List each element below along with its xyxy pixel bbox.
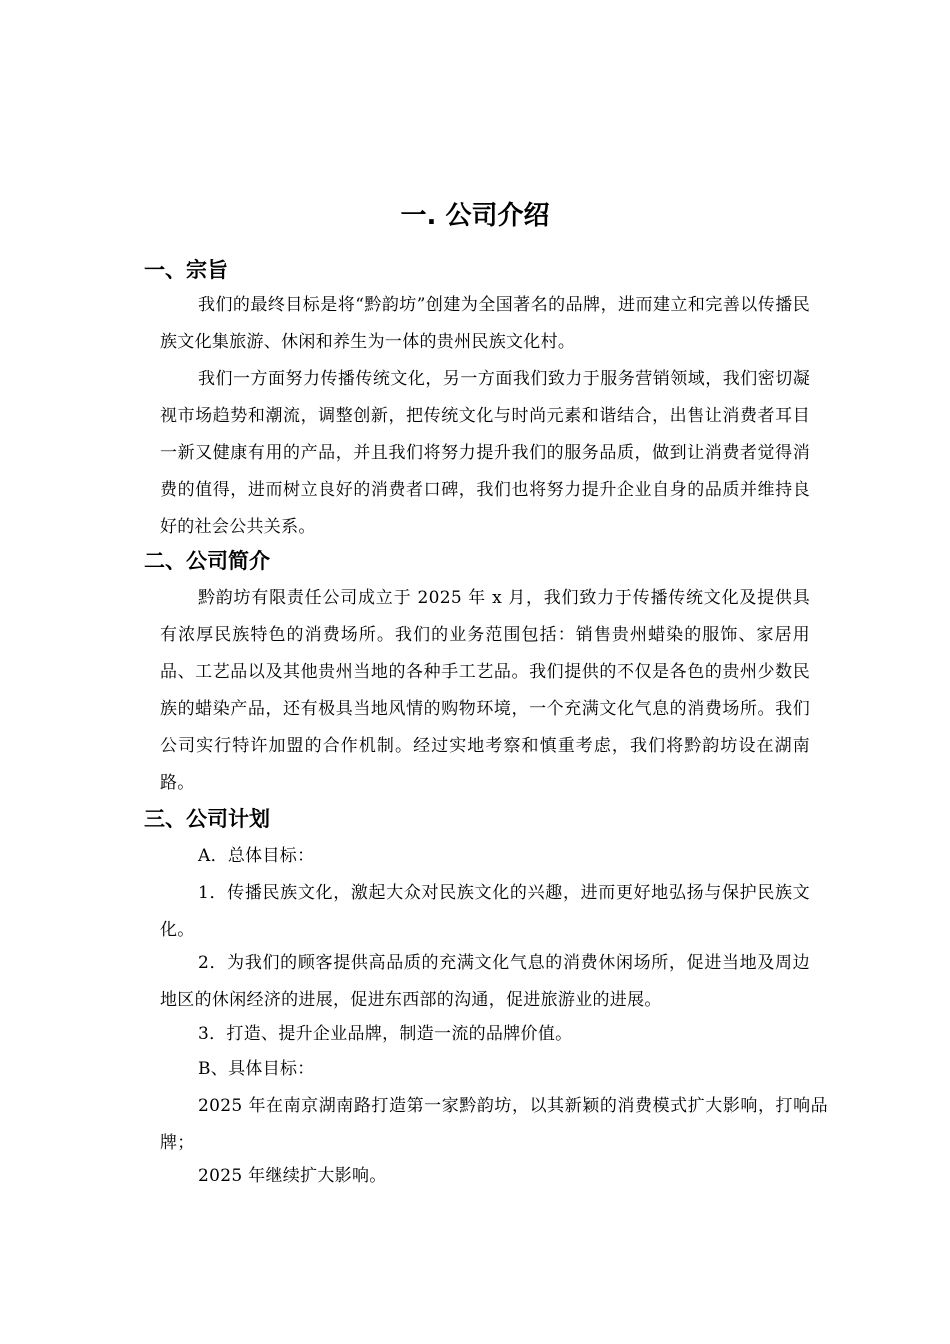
paragraph-specific-goal-2: 2025 年继续扩大影响。 <box>198 1166 387 1186</box>
paragraph-company-profile: 黔韵坊有限责任公司成立于 2025 年 x 月，我们致力于传播传统文化及提供具有浓厚民族特色的消费场所。我们的业务范围包括：销售贵州蜡染的服饰、家居用品、工艺品以及其他贵州当地的各种手工艺品。我们提供的不仅是各色的贵州少数民族的蜡染产品，还有极具当地风情的购物环境，一个充满文化气息的消费场所。我们公司实行特许加盟的合作机制。经过实地考察和慎重考虑，我们将黔韵坊设在湖南路。 <box>160 588 810 793</box>
document-title: 一. 公司介绍 <box>400 201 550 231</box>
paragraph-overall-goal-label: A．总体目标： <box>198 846 315 866</box>
paragraph-goal-2: 2．为我们的顾客提供高品质的充满文化气息的消费休闲场所，促进当地及周边地区的休闲经济的进展，促进东西部的沟通，促进旅游业的进展。 <box>160 953 810 1010</box>
paragraph-specific-goal-label: B、具体目标： <box>198 1059 315 1079</box>
paragraph-goal-1: 1．传播民族文化，激起大众对民族文化的兴趣，进而更好地弘扬与保护民族文化。 <box>160 883 810 940</box>
section-heading-purpose: 一、宗旨 <box>144 258 228 282</box>
paragraph-specific-goal-1: 2025 年在南京湖南路打造第一家黔韵坊，以其新颖的消费模式扩大影响，打响品牌； <box>160 1096 828 1153</box>
paragraph-purpose-service: 我们一方面努力传播传统文化，另一方面我们致力于服务营销领域，我们密切凝视市场趋势和潮流，调整创新，把传统文化与时尚元素和谐结合，出售让消费者耳目一新又健康有用的产品，并且我们将努力提升我们的服务品质，做到让消费者觉得消费的值得，进而树立良好的消费者口碑，我们也将努力提升企业自身的品质并维持良好的社会公共关系。 <box>160 369 810 537</box>
paragraph-purpose-goal: 我们的最终目标是将“黔韵坊”创建为全国著名的品牌，进而建立和完善以传播民族文化集旅游、休闲和养生为一体的贵州民族文化村。 <box>160 295 810 352</box>
section-heading-profile: 二、公司简介 <box>144 549 270 573</box>
paragraph-goal-3: 3．打造、提升企业品牌，制造一流的品牌价值。 <box>198 1024 573 1044</box>
section-heading-plan: 三、公司计划 <box>144 807 270 831</box>
